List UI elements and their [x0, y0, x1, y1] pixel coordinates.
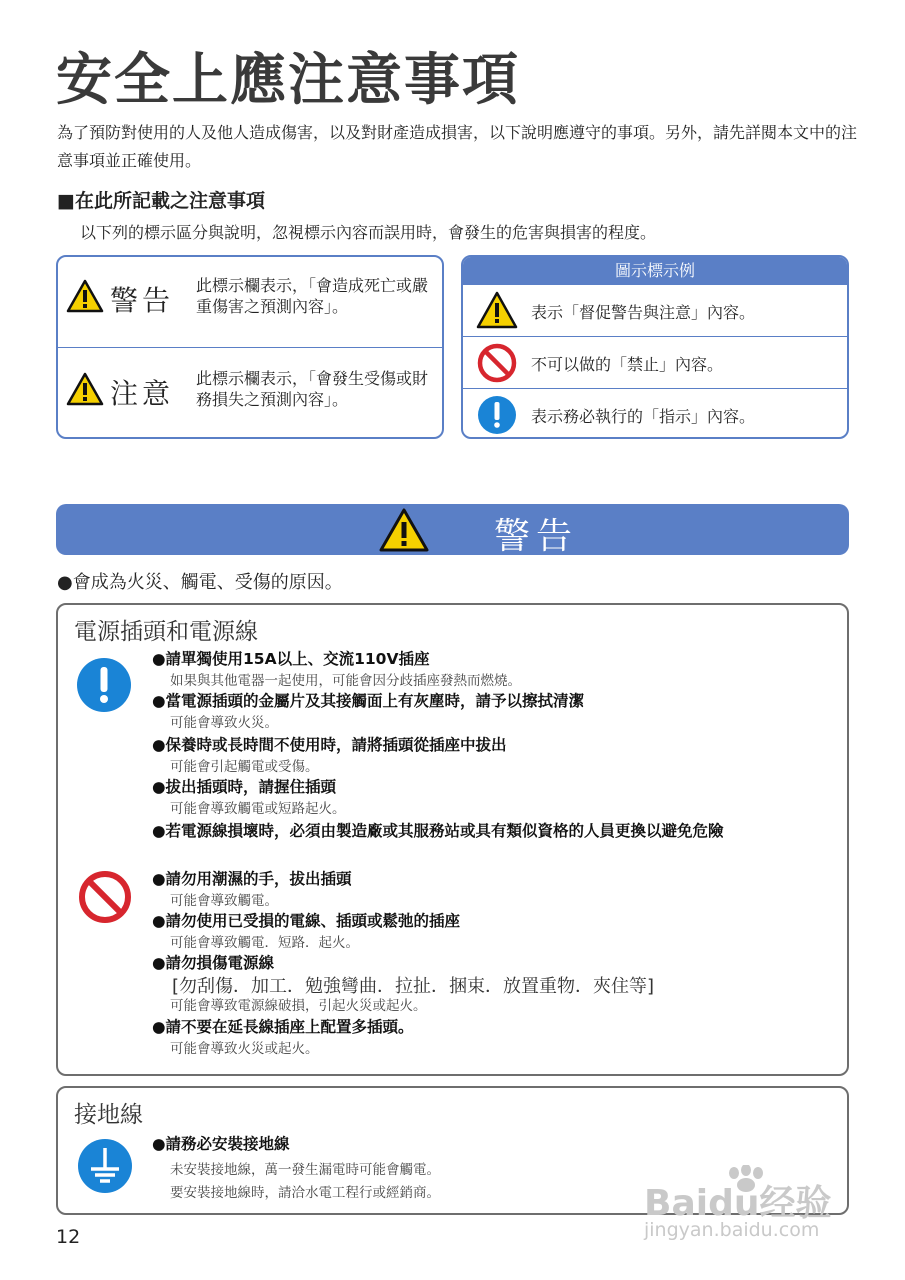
example-row-instruction [463, 389, 847, 439]
watermark-brand: Baidu经验 [644, 1183, 832, 1224]
instruction-icon [475, 394, 519, 436]
panel-title-power: 電源插頭和電源線 [74, 619, 258, 645]
prohibit-item-heading: ●請勿使用已受損的電線、插頭或鬆弛的插座 [152, 912, 461, 930]
baidu-watermark [642, 1165, 852, 1245]
prohibition-icon [77, 869, 133, 925]
intro-paragraph: 為了預防對使用的人及他人造成傷害，以及對財產造成損害，以下說明應遵守的事項。另外，請先詳閱本文中的注意事項並正確使用。 [57, 123, 858, 170]
prohibit-item-subnote: [勿刮傷．加工．勉強彎曲．拉扯．捆束．放置重物．夾住等] [172, 976, 655, 997]
prohibit-item-detail: 可能會導致電源線破損，引起火災或起火。 [170, 998, 427, 1014]
prohibit-item-detail: 可能會導致觸電．短路．起火。 [170, 935, 359, 951]
warning-triangle-icon [66, 279, 104, 313]
must-item-heading: ●保養時或長時間不使用時，請將插頭從插座中拔出 [152, 736, 507, 754]
must-item-detail: 如果與其他電器一起使用，可能會因分歧插座發熱而燃燒。 [170, 673, 521, 689]
warning-banner [56, 504, 849, 555]
example-row-warning [463, 285, 847, 337]
example-row-prohibit [463, 337, 847, 389]
must-item-heading: ●若電源線損壞時，必須由製造廠或其服務站或具有類似資格的人員更換以避免危險 [152, 822, 724, 840]
icon-examples-box [461, 255, 849, 439]
sign-row-caution [58, 348, 442, 438]
example-text-warning: 表示「督促警告與注意」內容。 [531, 303, 756, 322]
ground-item-line: 未安裝接地線，萬一發生漏電時可能會觸電。 [170, 1162, 440, 1178]
example-text-prohibit: 不可以做的「禁止」內容。 [531, 355, 724, 374]
prohibit-item-heading: ●請勿用潮濕的手，拔出插頭 [152, 870, 352, 888]
warning-triangle-icon [475, 290, 519, 330]
power-cord-panel [56, 603, 849, 1076]
watermark-url: jingyan.baidu.com [644, 1219, 820, 1241]
instruction-icon [76, 657, 132, 713]
ground-icon [77, 1138, 133, 1194]
sign-label-warning: 警告 [110, 284, 175, 317]
icon-examples-header: 圖示標示例 [463, 257, 847, 285]
prohibit-item-heading: ●請不要在延長線插座上配置多插頭。 [152, 1018, 414, 1036]
panel-title-ground: 接地線 [74, 1102, 143, 1128]
must-item-heading: ●當電源插頭的金屬片及其接觸面上有灰塵時，請予以擦拭清潔 [152, 692, 585, 710]
sign-row-warning [58, 257, 442, 348]
sign-legend-box [56, 255, 444, 439]
prohibition-icon [475, 342, 519, 384]
prohibit-item-detail: 可能會導致觸電。 [170, 893, 278, 909]
must-item-detail: 可能會導致火災。 [170, 715, 278, 731]
prohibit-item-detail: 可能會導致火災或起火。 [170, 1041, 319, 1057]
must-item-heading: ●拔出插頭時，請握住插頭 [152, 778, 337, 796]
prohibit-item-heading: ●請勿損傷電源線 [152, 954, 275, 972]
sign-desc-warning: 此標示欄表示，「會造成死亡或嚴重傷害之預測內容」。 [196, 276, 429, 316]
ground-item-heading: ●請務必安裝接地線 [152, 1135, 290, 1153]
cause-text: ●會成為火災、觸電、受傷的原因。 [57, 572, 343, 593]
ground-item-line: 要安裝接地線時，請洽水電工程行或經銷商。 [170, 1185, 440, 1201]
sign-label-caution: 注意 [110, 377, 175, 410]
warning-banner-label: 警告 [494, 516, 579, 557]
section-heading: ■在此所記載之注意事項 [57, 190, 265, 212]
must-item-heading: ●請單獨使用15A以上、交流110V插座 [152, 650, 430, 668]
page-title: 安全上應注意事項 [56, 48, 520, 113]
must-item-detail: 可能會引起觸電或受傷。 [170, 759, 319, 775]
page-number: 12 [56, 1226, 81, 1248]
must-item-detail: 可能會導致觸電或短路起火。 [170, 801, 346, 817]
sign-desc-caution: 此標示欄表示，「會發生受傷或財務損失之預測內容」。 [196, 369, 429, 409]
example-text-instruction: 表示務必執行的「指示」內容。 [531, 407, 756, 426]
caution-triangle-icon [66, 372, 104, 406]
warning-triangle-icon [378, 507, 430, 553]
section-description: 以下列的標示區分與說明，忽視標示內容而誤用時，會發生的危害與損害的程度。 [80, 223, 657, 242]
